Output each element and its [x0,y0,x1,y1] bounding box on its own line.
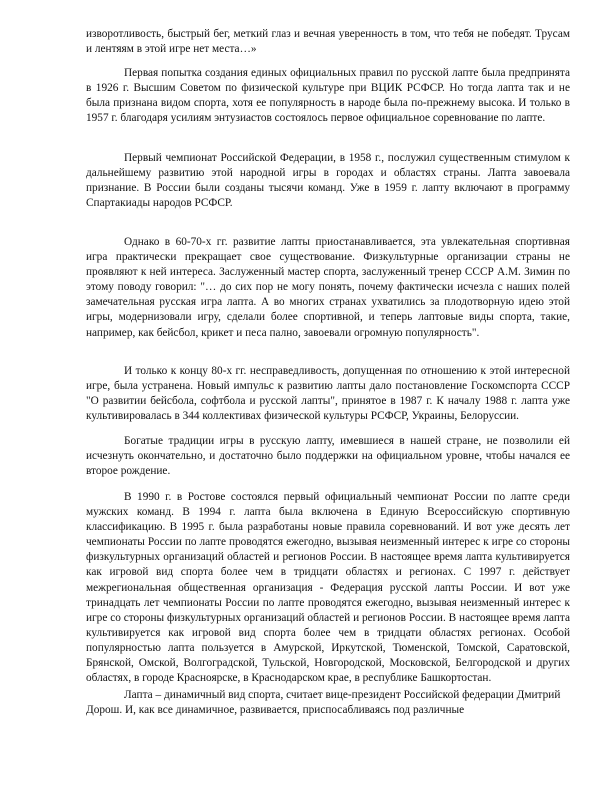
paragraph-quote-ending: изворотливость, быстрый бег, меткий глаз и вечная уверенность в том, что тебя не победят. Трусам и лентяям в этой игре нет места…» [86,28,570,56]
paragraph-modern-championships: В 1990 г. в Ростове состоялся первый официальный чемпионат России по лапте среди мужских команд. В 1994 г. лапта была включена в Единую Всероссийскую спортивную классификацию. В 1995 г. была разработаны новые правила соревнований. И вот уже десять лет чемпионаты России по лапте проводятся ежегодно, вызывая неизменный интерес к игре со стороны физкультурных организаций областей и регионов России. В настоящее время лапта культивируется как игровой вид спорта более чем в тридцати областях и регионах. С 1997 г. действует межрегиональная общественная организация - Федерация русской лапты России. И вот уже тринадцать лет чемпионаты России по лапте проводятся ежегодно, вызывая неизменный интерес к игре со стороны физкультурных организаций областей и регионов России. В настоящее время лапта культивируется как игровой вид спорта более чем в тридцати областях регионах. Особой популярностью лапта пользуется в Амурской, Иркутской, Тюменской, Томской, Саратовской, Брянской, Омской, Волгоградской, Тульской, Новгородской, Московской, Белгородской и других областях, в городе Красноярске, в Краснодарском крае, в республике Башкортостан. [86,491,570,685]
paragraph-decline-60-70s: Однако в 60-70-х гг. развитие лапты приостанавливается, эта увлекательная спортивная игра практически прекращает свое существование. Физкультурные организации страны не проявляют к ней интереса. Заслуженный мастер спорта, заслуженный тренер СССР А.М. Зимин по этому поводу говорил: "… до сих пор не могу понять, почему фактически исчезла с наших полей замечательная русская игра лапта. А во многих странах ухватились за плодотворную идею этой игры, модернизовали игру, сделали более спортивной, и теперь лаптовые виды спорта, такие, например, как бейсбол, крикет и песа пално, завоевали огромную популярность". [86,236,570,339]
paragraph-first-rules-attempt: Первая попытка создания единых официальных правил по русской лапте была предпринята в 1926 г. Высшим Советом по физической культуре при ВЦИК РСФСР. Но тогда лапта так и не была признана видом спорта, хотя ее популярность в народе была по-прежнему высока. И только в 1957 г. благодаря усилиям энтузиастов состоялось первое официальное соревнование по лапте. [86,67,570,125]
paragraph-dynamic-sport: Лапта – динамичный вид спорта, считает вице-президент Российской федерации Дмитрий Дорош. И, как все динамичное, развивается, приспосабливаясь под различные [86,689,561,717]
paragraph-revival-80s: И только к концу 80-х гг. несправедливость, допущенная по отношению к этой интересной игре, была устранена. Новый импульс к развитию лапты дало постановление Госкомспорта СССР "О развитии бейсбола, софтбола и русской лапты", принятое в 1987 г. К началу 1988 г. лапта уже культивировалась в 344 коллективах физической культуры РСФСР, Украины, Белоруссии. [86,365,570,423]
paragraph-rich-traditions: Богатые традиции игры в русскую лапту, имевшиеся в нашей стране, не позволили ей исчезнуть окончательно, и достаточно было поддержки на официальном уровне, чтобы начался ее второе рождение. [86,435,570,478]
paragraph-first-championship: Первый чемпионат Российской Федерации, в 1958 г., послужил существенным стимулом к дальнейшему развитию этой народной игры в городах и областях страны. Лапта завоевала признание. В России были созданы тысячи команд. Уже в 1959 г. лапту включают в программу Спартакиады народов РСФСР. [86,152,570,210]
